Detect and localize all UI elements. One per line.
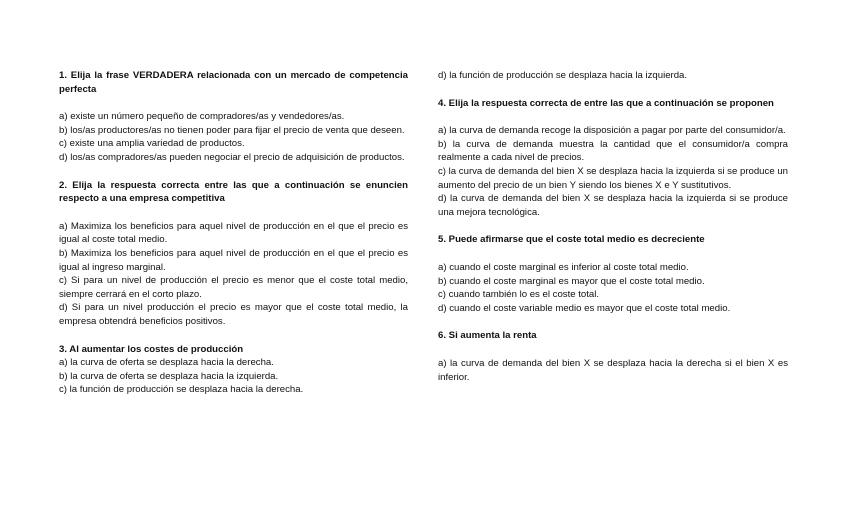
- question-6-title: 6. Si aumenta la renta: [438, 330, 537, 342]
- answer-option: b) cuando el coste marginal es mayor que el coste total medio.: [438, 275, 705, 287]
- answer-option: b) la curva de oferta se desplaza hacia la izquierda.: [59, 370, 279, 382]
- answer-option: a) Maximiza los beneficios para aquel nivel de producción en el que el precio es igual al coste total medio.: [59, 220, 408, 246]
- question-5-title: 5. Puede afirmarse que el coste total medio es decreciente: [438, 234, 705, 246]
- answer-option: a) la curva de demanda recoge la disposición a pagar por parte del consumidor/a.: [438, 125, 786, 137]
- answer-option: d) cuando el coste variable medio es mayor que el coste total medio.: [438, 302, 731, 314]
- answer-option: c) existe una amplia variedad de productos.: [59, 138, 245, 150]
- answer-option: a) la curva de demanda del bien X se desplaza hacia la derecha si el bien X es inferior.: [438, 357, 788, 383]
- answer-option: a) la curva de oferta se desplaza hacia la derecha.: [59, 357, 274, 369]
- answer-option: c) la curva de demanda del bien X se desplaza hacia la izquierda si se produce un aumento del precio de un bien Y siendo los bienes X e Y sustitutivos.: [438, 165, 788, 191]
- answer-option: c) cuando también lo es el coste total.: [438, 289, 600, 301]
- left-column: [59, 69, 408, 397]
- right-column: [438, 69, 788, 384]
- question-5-answers: [438, 261, 788, 315]
- question-1-title: 1. Elija la frase VERDADERA relacionada con un mercado de competencia perfecta: [59, 70, 408, 95]
- question-3: [59, 343, 408, 397]
- answer-option: a) cuando el coste marginal es inferior al coste total medio.: [438, 261, 689, 273]
- answer-option: c) Si para un nivel de producción el precio es menor que el coste total medio, siempre cerrará en el corto plazo.: [59, 275, 408, 300]
- question-5: [438, 233, 788, 315]
- answer-option: d) la curva de demanda del bien X se desplaza hacia la izquierda si se produce una mejora tecnológica.: [438, 193, 788, 218]
- question-2-answers: [59, 220, 408, 329]
- question-3-answers: [59, 356, 408, 397]
- answer-option: c) la función de producción se desplaza hacia la derecha.: [59, 384, 304, 396]
- answer-option: b) Maximiza los beneficios para aquel nivel de producción en el que el precio es igual al ingreso marginal.: [59, 247, 408, 273]
- question-1-answers: [59, 110, 408, 164]
- question-4-answers: [438, 124, 788, 219]
- question-2: [59, 179, 408, 329]
- answer-option: d) los/as compradores/as pueden negociar el precio de adquisición de productos.: [59, 151, 405, 163]
- question-6: [438, 329, 788, 384]
- question-3-title: 3. Al aumentar los costes de producción: [59, 343, 244, 355]
- question-4-title: 4. Elija la respuesta correcta de entre las que a continuación se proponen: [438, 97, 774, 109]
- question-2-title: 2. Elija la respuesta correcta entre las que a continuación se enuncien respecto a una empresa competitiva: [59, 179, 408, 205]
- answer-option: d) Si para un nivel producción el precio es mayor que el coste total medio, la empresa obtendrá beneficios positivos.: [59, 302, 408, 327]
- answer-option: b) la curva de demanda muestra la cantidad que el consumidor/a compra realmente a cada nivel de precios.: [438, 138, 788, 164]
- question-1: [59, 69, 408, 165]
- question-6-answers: [438, 357, 788, 384]
- answer-option: b) los/as productores/as no tienen poder para fijar el precio de venta que deseen.: [59, 124, 405, 136]
- question-3-continuation: d) la función de producción se desplaza hacia la izquierda.: [438, 70, 688, 81]
- answer-option: a) existe un número pequeño de compradores/as y vendedores/as.: [59, 111, 345, 123]
- question-4: [438, 97, 788, 220]
